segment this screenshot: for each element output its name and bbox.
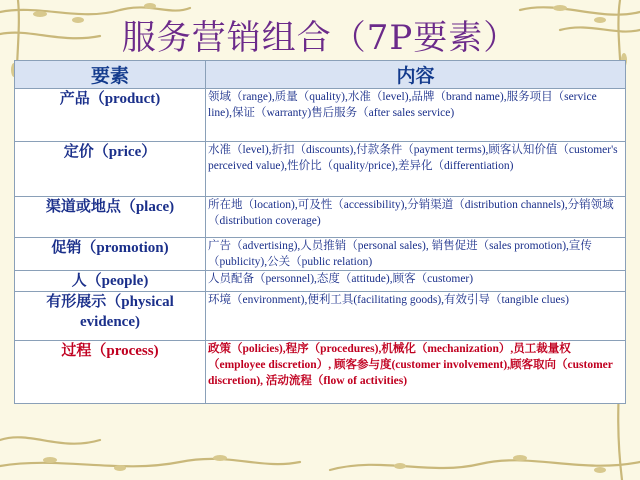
content-physical-evidence: 环境（environment),便利工具(facilitating goods),有效引导（tangible clues)	[206, 292, 626, 341]
slide-title: 服务营销组合（7P要素）	[121, 18, 519, 58]
element-people: 人（people)	[15, 271, 206, 292]
element-product: 产品（product)	[15, 89, 206, 142]
table-row-physical-evidence	[15, 292, 626, 341]
header-element: 要素	[15, 61, 206, 89]
content-price: 水准（level),折扣（discounts),付款条件（payment terms),顾客认知价值（customer's perceived value),性价比（quality/price),差异化（differentiation)	[206, 142, 626, 197]
service-marketing-mix-table	[14, 60, 626, 404]
table-row-process	[15, 341, 626, 404]
element-place: 渠道或地点（place)	[15, 197, 206, 238]
table-row-people	[15, 271, 626, 292]
header-content: 内容	[206, 61, 626, 89]
content-people: 人员配备（personnel),态度（attitude),顾客（customer)	[206, 271, 626, 292]
element-price: 定价（price）	[15, 142, 206, 197]
content-product: 领域（range),质量（quality),水准（level),品牌（brand name),服务项目（service line),保证（warranty)售后服务（after sales service)	[206, 89, 626, 142]
table-row-product	[15, 89, 626, 142]
element-physical-evidence: 有形展示（physical evidence)	[15, 292, 206, 341]
content-process: 政策（policies),程序（procedures),机械化（mechanization）,员工裁量权（employee discretion）, 顾客参与度(customer involvement),顾客取向（customer discretion), 活动流程（flow of activities)	[206, 341, 626, 404]
table-row-place	[15, 197, 626, 238]
element-promotion: 促销（promotion)	[15, 238, 206, 271]
table-row-promotion	[15, 238, 626, 271]
content-place: 所在地（location),可及性（accessibility),分销渠道（distribution channels),分销领域（distribution coverage)	[206, 197, 626, 238]
table-row-price	[15, 142, 626, 197]
table-header-row	[15, 61, 626, 89]
content-promotion: 广告（advertising),人员推销（personal sales), 销售促进（sales promotion),宣传（publicity),公关（public relation)	[206, 238, 626, 271]
element-process: 过程（process)	[15, 341, 206, 404]
